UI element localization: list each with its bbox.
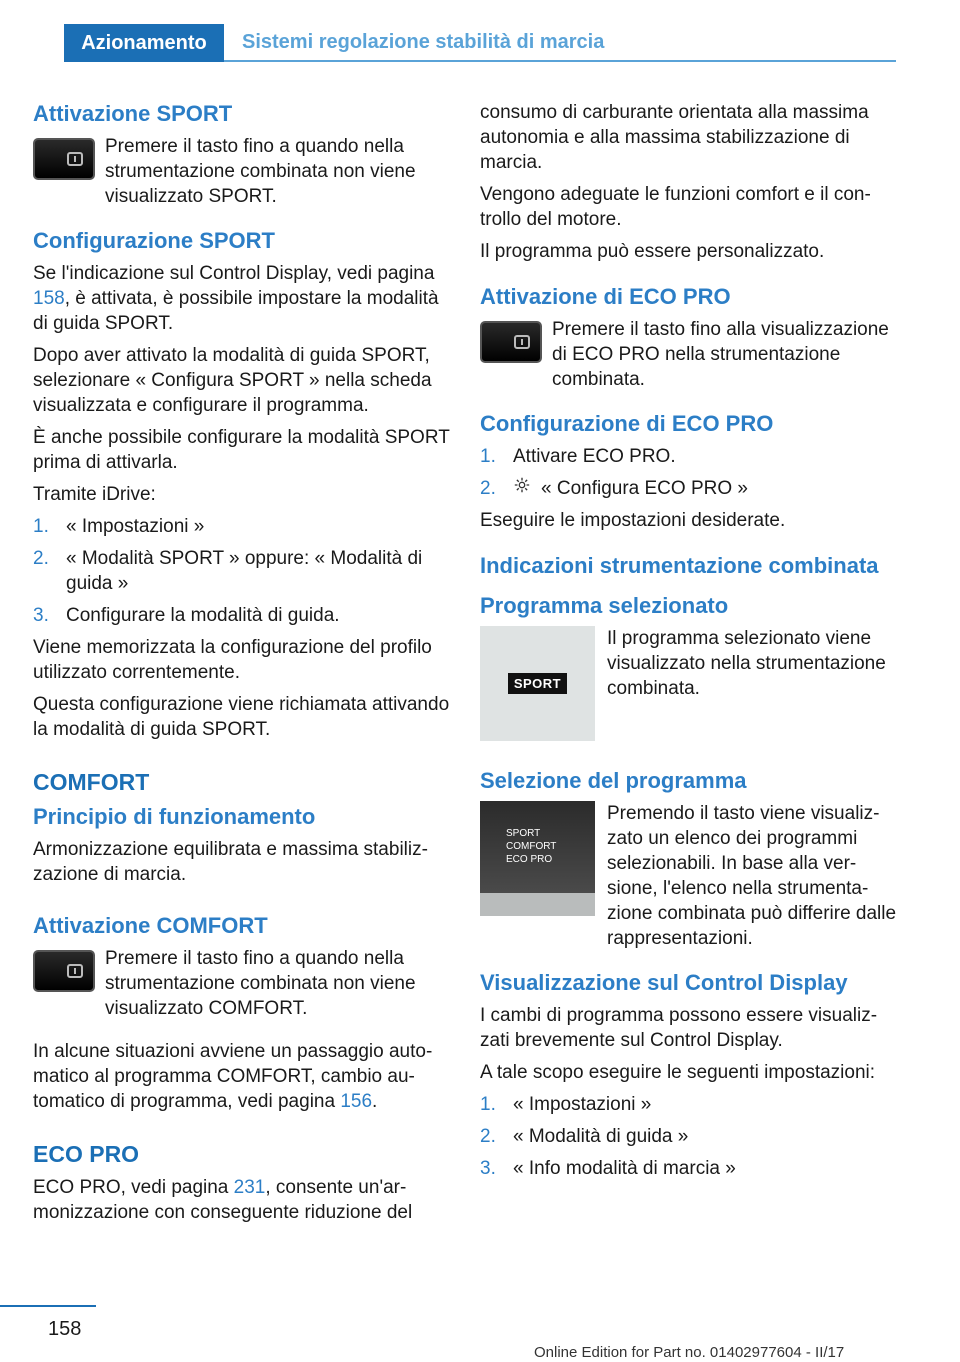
page-link-158[interactable]: 158: [33, 288, 65, 309]
list-item: SPORT: [506, 828, 541, 839]
control-display-p1: I cambi di programma possono essere visualizzati brevemente sul Control Display.: [480, 1005, 878, 1051]
page-link-231[interactable]: 231: [233, 1177, 266, 1198]
list-item: 3. « Info modalità di marcia »: [480, 1158, 736, 1179]
page-number: 158: [48, 1318, 82, 1340]
control-display-p2: A tale scopo eseguire le seguenti impostazioni:: [480, 1062, 876, 1083]
eco-pro-text: ECO PRO, vedi pagina 231, consente un'armonizzazione con conseguente riduzione del: [33, 1177, 413, 1223]
footer-divider: [0, 1305, 96, 1307]
edition-text: Online Edition for Part no. 01402977604 - II/17: [534, 1344, 845, 1361]
list-item: 3. Configurare la modalità di guida.: [33, 605, 340, 626]
driving-mode-button-icon: [33, 138, 95, 180]
heading-instrument-cluster: Indicazioni strumentazione combinata: [480, 553, 879, 578]
control-display-steps: [480, 1092, 900, 1181]
heading-program-selection: Selezione del programma: [480, 768, 747, 793]
eco-pro-p2: Vengono adeguate le funzioni comfort e il controllo del motore.: [480, 184, 871, 230]
activate-eco-block: [480, 317, 900, 392]
program-selection-text: Premendo il tasto viene visualizzato un elenco dei programmi selezionabili. In base alla versione, l'elenco nella strumentazione combinata può differire dalle rappresentazioni.: [607, 803, 897, 949]
right-column: [480, 100, 900, 1188]
heading-eco-pro: ECO PRO: [33, 1141, 140, 1167]
principle-text: Armonizzazione equilibrata e massima stabilizzazione di marcia.: [33, 839, 428, 885]
list-item: 2. « Modalità di guida »: [480, 1126, 689, 1147]
heading-comfort: COMFORT: [33, 769, 150, 795]
list-item: ECO PRO: [506, 854, 553, 865]
list-item: 1. « Impostazioni »: [33, 516, 205, 537]
activate-comfort-text: Premere il tasto fino a quando nella strumentazione combinata non viene visualizzato COMFORT.: [105, 948, 416, 1019]
idrive-steps: [33, 514, 453, 628]
eco-pro-text-cont: consumo di carburante orientata alla massima autonomia e alla massima stabilizzazione di marcia.: [480, 102, 869, 173]
header-divider: [224, 60, 896, 62]
activate-sport-text: Premere il tasto fino a quando nella strumentazione combinata non viene visualizzato SPORT.: [105, 136, 416, 207]
comfort-auto-text: In alcune situazioni avviene un passaggio automatico al programma COMFORT, cambio automatico di programma, vedi pagina 156.: [33, 1041, 433, 1112]
driving-mode-button-icon: [33, 950, 95, 992]
list-item: 2. « Modalità SPORT » oppure: « Modalità di guida »: [33, 548, 423, 594]
configure-sport-p5: Viene memorizzata la configurazione del profilo utilizzato correntemente.: [33, 637, 432, 683]
list-item: 1. « Impostazioni »: [480, 1094, 652, 1115]
list-item: COMFORT: [506, 841, 557, 852]
program-selection-block: [480, 801, 900, 951]
driving-mode-button-icon: [480, 321, 542, 363]
list-item: 2. « Configura ECO PRO »: [480, 478, 748, 499]
heading-activate-comfort: Attivazione COMFORT: [33, 913, 268, 938]
heading-activate-sport: Attivazione SPORT: [33, 101, 233, 126]
eco-settings-text: Eseguire le impostazioni desiderate.: [480, 510, 786, 531]
sport-badge: SPORT: [508, 673, 567, 694]
heading-activate-eco-pro: Attivazione di ECO PRO: [480, 284, 731, 309]
page-header: [0, 0, 960, 64]
configure-sport-p2: Dopo aver attivato la modalità di guida SPORT, selezionare « Configura SPORT » nella scheda visualizzata e configurare il programma.: [33, 345, 432, 416]
activate-comfort-block: [33, 946, 453, 1021]
chapter-tab[interactable]: Azionamento: [64, 24, 224, 62]
gear-icon: [513, 476, 535, 501]
configure-sport-p3: È anche possibile configurare la modalità SPORT prima di attivarla.: [33, 427, 450, 473]
configure-sport-p1: Se l'indicazione sul Control Display, vedi pagina 158, è attivata, è possibile impostare la modalità di guida SPORT.: [33, 263, 439, 334]
section-title: Sistemi regolazione stabilità di marcia: [242, 31, 605, 53]
selected-program-text: Il programma selezionato viene visualizzato nella strumentazione combinata.: [607, 628, 886, 699]
heading-control-display: Visualizzazione sul Control Display: [480, 970, 848, 995]
configure-sport-p4: Tramite iDrive:: [33, 484, 156, 505]
heading-configure-sport: Configurazione SPORT: [33, 228, 275, 253]
selected-program-block: [480, 626, 900, 741]
configure-sport-p6: Questa configurazione viene richiamata attivando la modalità di guida SPORT.: [33, 694, 450, 740]
heading-principle: Principio di funzionamento: [33, 804, 316, 829]
list-item: 1. Attivare ECO PRO.: [480, 446, 676, 467]
sport-display-image: [480, 626, 595, 741]
program-list-image: [480, 801, 595, 916]
activate-eco-text: Premere il tasto fino alla visualizzazione di ECO PRO nella strumentazione combinata.: [552, 319, 889, 390]
eco-steps: [480, 444, 900, 501]
activate-sport-block: [33, 134, 453, 209]
heading-selected-program: Programma selezionato: [480, 593, 729, 618]
heading-configure-eco-pro: Configurazione di ECO PRO: [480, 411, 774, 436]
left-column: [33, 100, 453, 1232]
page-link-156[interactable]: 156: [340, 1091, 373, 1112]
eco-pro-p3: Il programma può essere personalizzato.: [480, 241, 825, 262]
